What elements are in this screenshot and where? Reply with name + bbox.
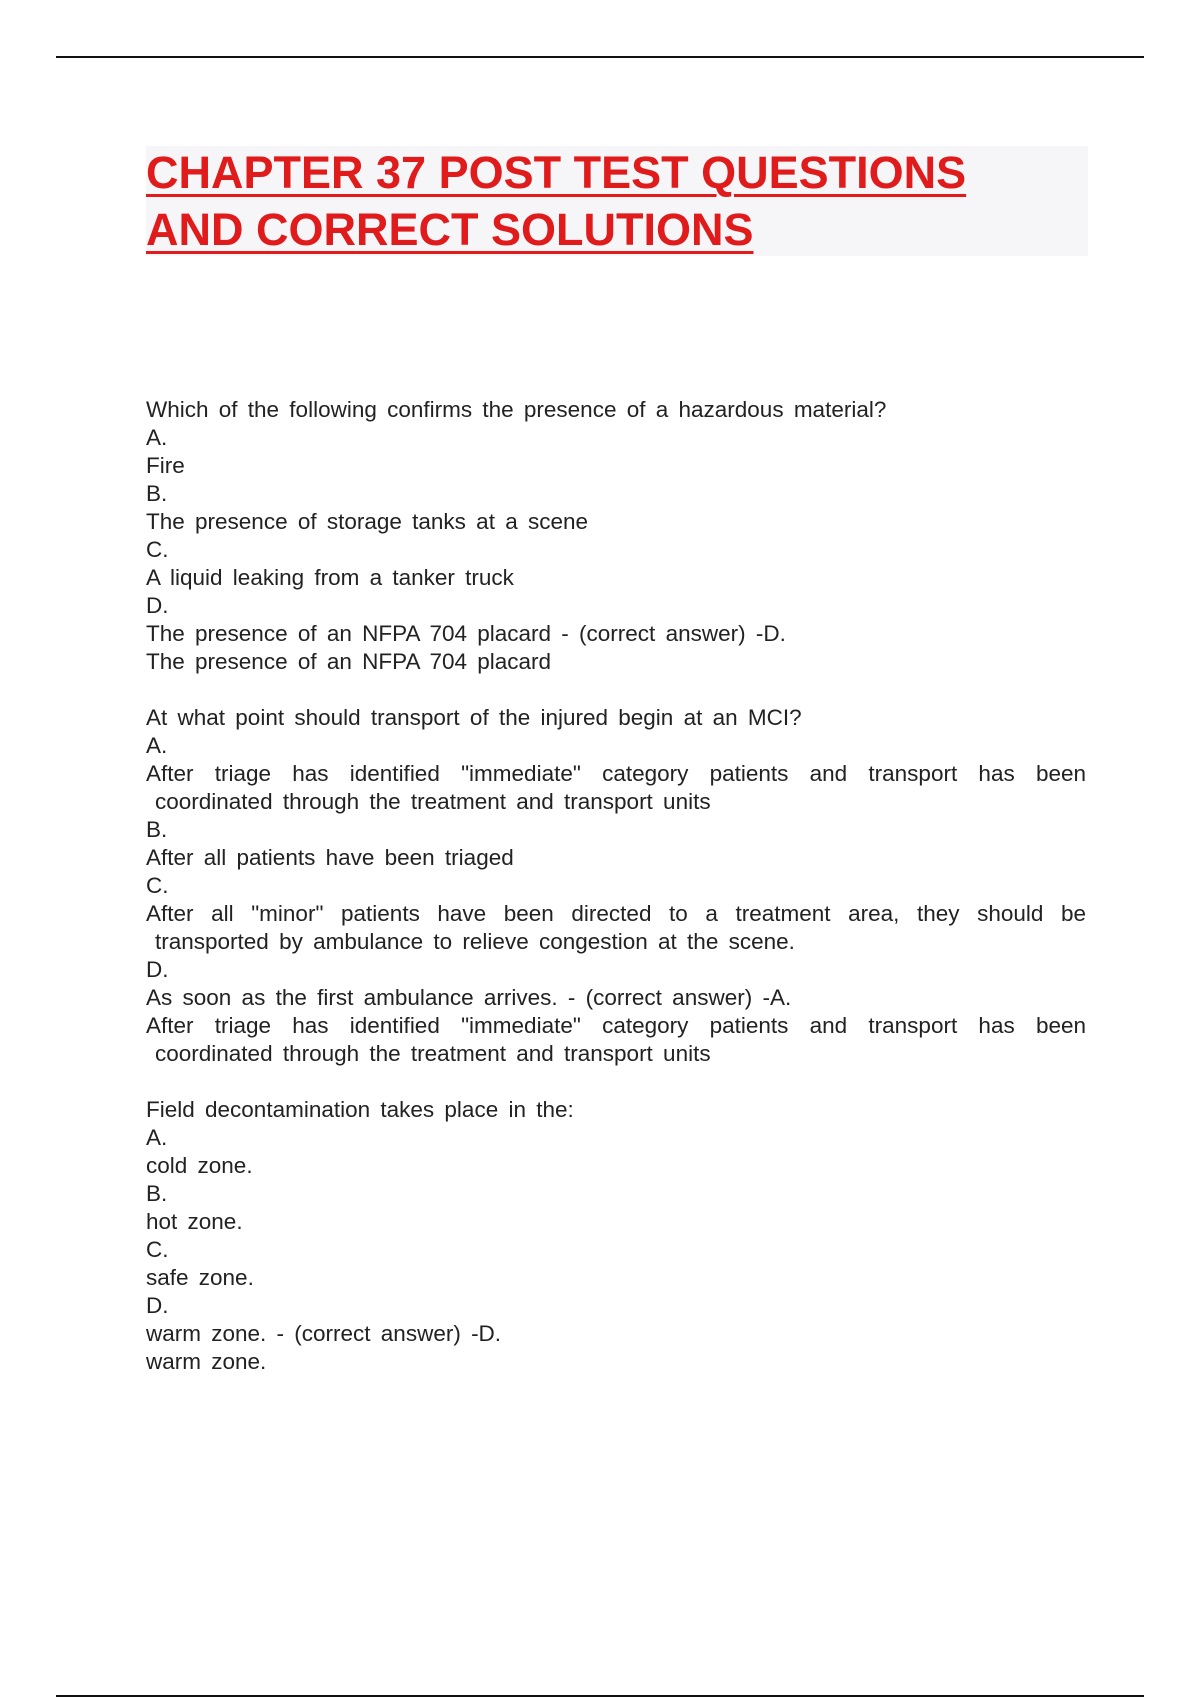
bottom-rule (56, 1695, 1144, 1697)
option-b-text: After all patients have been triaged (146, 845, 514, 870)
option-c-label: C. (146, 537, 169, 562)
question-block-2 (146, 704, 1086, 1068)
correct-answer-text-line-1: After triage has identified "immediate" category patients and transport has been (146, 1013, 1086, 1038)
document-title-line-2: AND CORRECT SOLUTIONS (146, 204, 754, 255)
option-d-text-with-answer: warm zone. - (correct answer) -D. (146, 1321, 502, 1346)
option-d-label: D. (146, 957, 169, 982)
questions-content (146, 396, 1086, 1404)
option-d-text-with-answer: As soon as the first ambulance arrives. - (correct answer) -A. (146, 985, 792, 1010)
correct-answer-text: The presence of an NFPA 704 placard (146, 649, 552, 674)
correct-answer-text-line-2: coordinated through the treatment and transport units (155, 1041, 711, 1066)
option-b-text: hot zone. (146, 1209, 243, 1234)
option-d-label: D. (146, 593, 169, 618)
question-block-1 (146, 396, 1086, 676)
option-b-label: B. (146, 817, 168, 842)
option-b-label: B. (146, 1181, 168, 1206)
option-a-text: cold zone. (146, 1153, 253, 1178)
option-a-text-line-1: After triage has identified "immediate" category patients and transport has been (146, 761, 1086, 786)
option-b-label: B. (146, 481, 168, 506)
option-d-text-with-answer: The presence of an NFPA 704 placard - (correct answer) -D. (146, 621, 786, 646)
option-c-label: C. (146, 1237, 169, 1262)
question-block-3 (146, 1096, 1086, 1376)
option-a-label: A. (146, 425, 168, 450)
option-a-label: A. (146, 733, 168, 758)
option-c-label: C. (146, 873, 169, 898)
correct-answer-text: warm zone. (146, 1349, 267, 1374)
top-rule (56, 56, 1144, 58)
option-a-label: A. (146, 1125, 168, 1150)
option-c-text-line-2: transported by ambulance to relieve congestion at the scene. (155, 929, 795, 954)
option-c-text: safe zone. (146, 1265, 254, 1290)
question-text: Field decontamination takes place in the: (146, 1097, 574, 1122)
question-text: Which of the following confirms the presence of a hazardous material? (146, 397, 887, 422)
option-d-label: D. (146, 1293, 169, 1318)
option-c-text: A liquid leaking from a tanker truck (146, 565, 514, 590)
option-a-text: Fire (146, 453, 185, 478)
question-text: At what point should transport of the injured begin at an MCI? (146, 705, 802, 730)
document-title-line-1: CHAPTER 37 POST TEST QUESTIONS (146, 147, 967, 198)
option-a-text-line-2: coordinated through the treatment and transport units (155, 789, 711, 814)
option-b-text: The presence of storage tanks at a scene (146, 509, 588, 534)
option-c-text-line-1: After all "minor" patients have been directed to a treatment area, they should be (146, 901, 1086, 926)
